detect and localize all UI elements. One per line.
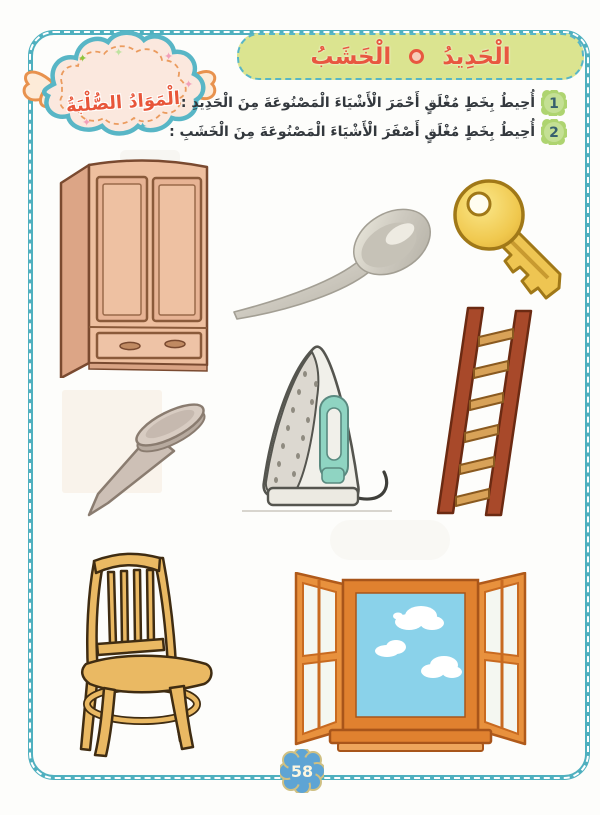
svg-text:✦: ✦	[114, 46, 124, 59]
instruction-number: 2	[549, 125, 559, 141]
instruction-1	[181, 90, 567, 116]
ladder-left-rail	[438, 308, 483, 513]
page-number-badge	[280, 749, 324, 793]
spoon-image[interactable]	[228, 198, 438, 320]
instruction-2-number-badge	[541, 119, 567, 145]
open-window-image[interactable]	[288, 572, 533, 760]
page-number: 58	[290, 762, 314, 781]
lesson-title-banner	[237, 33, 584, 80]
svg-text:✦: ✦	[164, 50, 174, 63]
instruction-text: أُحِيطُ بِخَطٍ مُغْلَقٍ أَحْمَرَ الْأَشْيَاءَ الْمَصْنُوعَةَ مِنَ الْحَدِيدِ :	[180, 95, 535, 111]
banner-word-iron: الْحَدِيدُ	[442, 43, 511, 70]
window-sill-lower	[338, 743, 483, 751]
clothes-iron-image[interactable]	[232, 342, 400, 517]
chair-seat	[82, 656, 211, 693]
unit-badge-title: الْمَوَادُ الصُّلْبَةُ	[65, 88, 181, 117]
wardrobe-image[interactable]	[45, 153, 215, 378]
instruction-1-number-badge	[541, 90, 567, 116]
window-sill	[330, 730, 491, 743]
circle-dot-icon	[409, 49, 424, 64]
svg-text:✦: ✦	[82, 116, 92, 129]
banner-word-wood: الْخَشَبُ	[310, 43, 392, 70]
nail-image[interactable]	[78, 393, 208, 518]
instruction-number: 1	[549, 96, 559, 112]
key-image[interactable]	[448, 172, 572, 300]
instruction-2	[169, 119, 567, 145]
svg-text:✦: ✦	[78, 52, 88, 65]
ladder-image[interactable]	[418, 303, 563, 518]
instruction-text: أُحِيطُ بِخَطٍ مُغْلَقٍ أَصْفَرَ الْأَشْيَاءَ الْمَصْنُوعَةَ مِنَ الْخَشَبِ :	[169, 124, 535, 140]
chair-mid-rail	[97, 639, 164, 655]
chair-front-left-leg	[95, 688, 115, 756]
chair-image[interactable]	[58, 552, 233, 762]
svg-text:✦: ✦	[138, 120, 148, 133]
svg-text:✦: ✦	[184, 78, 194, 91]
